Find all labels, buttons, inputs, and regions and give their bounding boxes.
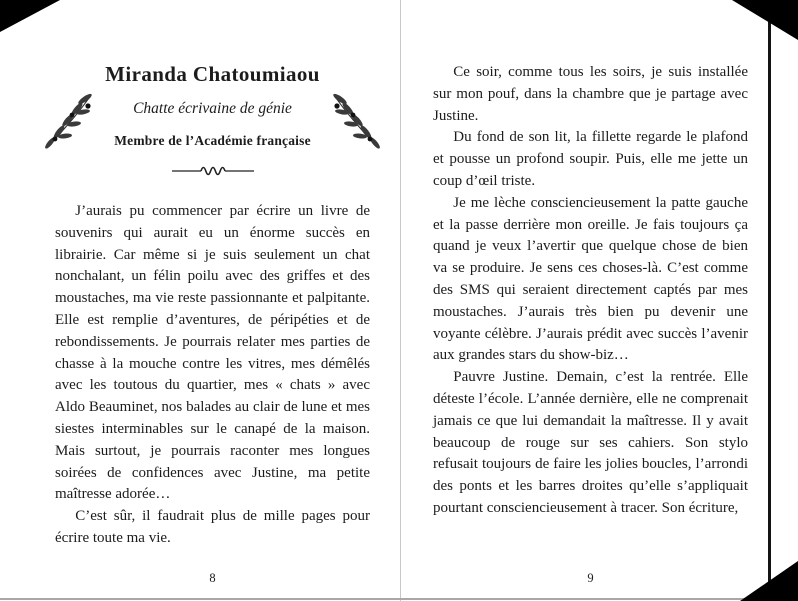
body-paragraph: Du fond de son lit, la fillette regarde le plafond et pousse un profond soupir. Puis, elle me jette un coup d’œil triste. [433, 129, 748, 189]
scan-corner-top-right [732, 0, 798, 40]
chapter-title: Miranda Chatoumiaou [105, 62, 320, 86]
body-paragraph: Je me lèche consciencieusement la patte gauche et la passe derrière mon oreille. Je fais toujours ça quand je veux l’avertir que quelque chose de bien va se produire. Je sens ces choses-là. C’est comme des SMS qui seraient directement captés par mes moustaches. J’aurais très bien pu devenir une voyante célèbre. J’aurais prédit avec succès l’avenir aux grandes stars du show-biz… [433, 194, 748, 364]
book-edge-bottom [0, 598, 770, 600]
chapter-header [55, 62, 370, 179]
body-paragraph: Pauvre Justine. Demain, c’est la rentrée. Elle déteste l’école. L’année dernière, elle ne comprenait jamais ce que lui demandait la maîtresse. Il y avait beaucoup de rouge sur ses cahiers. Son stylo refusait toujours de faire les jolies boucles, l’arrondi des ponts et les barres droites qu’elle s’appliquait pourtant consciencieusement à tracer. Son écriture, [433, 369, 748, 516]
rope-knot-ornament-icon [55, 163, 370, 179]
page-number-left: 8 [209, 571, 216, 585]
page-gutter-line [400, 0, 401, 601]
right-page-body [433, 62, 748, 520]
body-paragraph: C’est sûr, il faudrait plus de mille pages pour écrire toute ma vie. [55, 508, 370, 546]
laurel-branch-icon [330, 92, 384, 157]
page-number-right: 9 [587, 571, 594, 585]
scan-corner-top-left [0, 0, 60, 32]
body-paragraph: J’aurais pu commencer par écrire un livre de souvenirs qui aurait eu un énorme succès en librairie. Car même si je suis seulement un chat nonchalant, un félin poilu avec des griffes et des moustaches, ma vie reste passionnante et palpitante. Elle est remplie d’aventures, de péripéties et de rebondissements. Je pourrais relater mes parties de chasse à la mouche contre les vitres, mes démêlés avec les toutous du quartier, mes « chats » avec Aldo Beauminet, nos balades au clair de lune et mes siestes interminables sur le canapé de la maison. Mais surtout, je pourrais raconter mes longues soirées de confidences avec Justine, ma petite maîtresse adorée… [55, 203, 370, 503]
book-edge-right [768, 0, 771, 601]
laurel-branch-icon [41, 92, 95, 157]
chapter-affiliation: Membre de l’Académie française [114, 133, 311, 148]
chapter-subtitle: Chatte écrivaine de génie [133, 100, 292, 117]
left-page [55, 62, 370, 550]
body-paragraph: Ce soir, comme tous les soirs, je suis installée sur mon pouf, dans la chambre que je partage avec Justine. [433, 64, 748, 124]
right-page [433, 62, 748, 520]
left-page-body [55, 201, 370, 550]
